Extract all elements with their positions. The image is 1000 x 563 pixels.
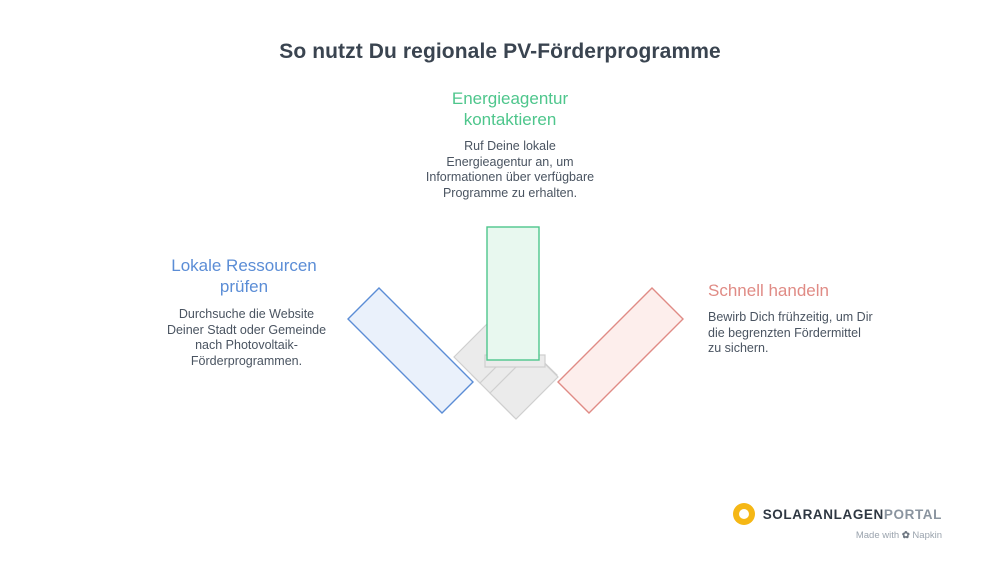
made-with-text: Made with	[855, 530, 900, 541]
napkin-leaf-icon: ✿	[901, 530, 910, 541]
brand-name	[763, 507, 942, 522]
node-title-schnell-handeln: Schnell handeln	[708, 281, 829, 300]
brand-name-part2: PORTAL	[883, 506, 942, 522]
made-with-credit	[702, 530, 942, 541]
footer-branding	[702, 503, 942, 541]
page-title: So nutzt Du regionale PV-Förderprogramme	[279, 40, 721, 63]
branch-diagram	[330, 215, 710, 450]
logo-row	[702, 503, 942, 525]
branch-bar-blue	[348, 288, 473, 413]
branch-shape-lokale-ressourcen	[348, 288, 473, 413]
node-title-energieagentur: Energieagentur kontaktieren	[451, 89, 569, 129]
branch-shape-energieagentur	[487, 227, 539, 360]
brand-name-part1: SOLARANLAGEN	[762, 506, 884, 522]
node-description-schnell-handeln: Bewirb Dich frühzeitig, um Dir die begrenzten Fördermittel zu sichern.	[708, 310, 873, 355]
node-description-energieagentur: Ruf Deine lokale Energieagentur an, um Informationen über verfügbare Programme zu erhalten.	[425, 139, 595, 200]
made-with-brand: Napkin	[912, 530, 942, 541]
branch-shape-schnell-handeln	[558, 288, 683, 413]
branch-bar-red	[558, 288, 683, 413]
branch-bar-green	[487, 227, 539, 360]
sun-logo-icon	[733, 503, 755, 525]
node-description-lokale-ressourcen: Durchsuche die Website Deiner Stadt oder Gemeinde nach Photovoltaik-Förderprogrammen.	[166, 307, 327, 368]
node-title-lokale-ressourcen: Lokale Ressourcen prüfen	[171, 256, 317, 296]
